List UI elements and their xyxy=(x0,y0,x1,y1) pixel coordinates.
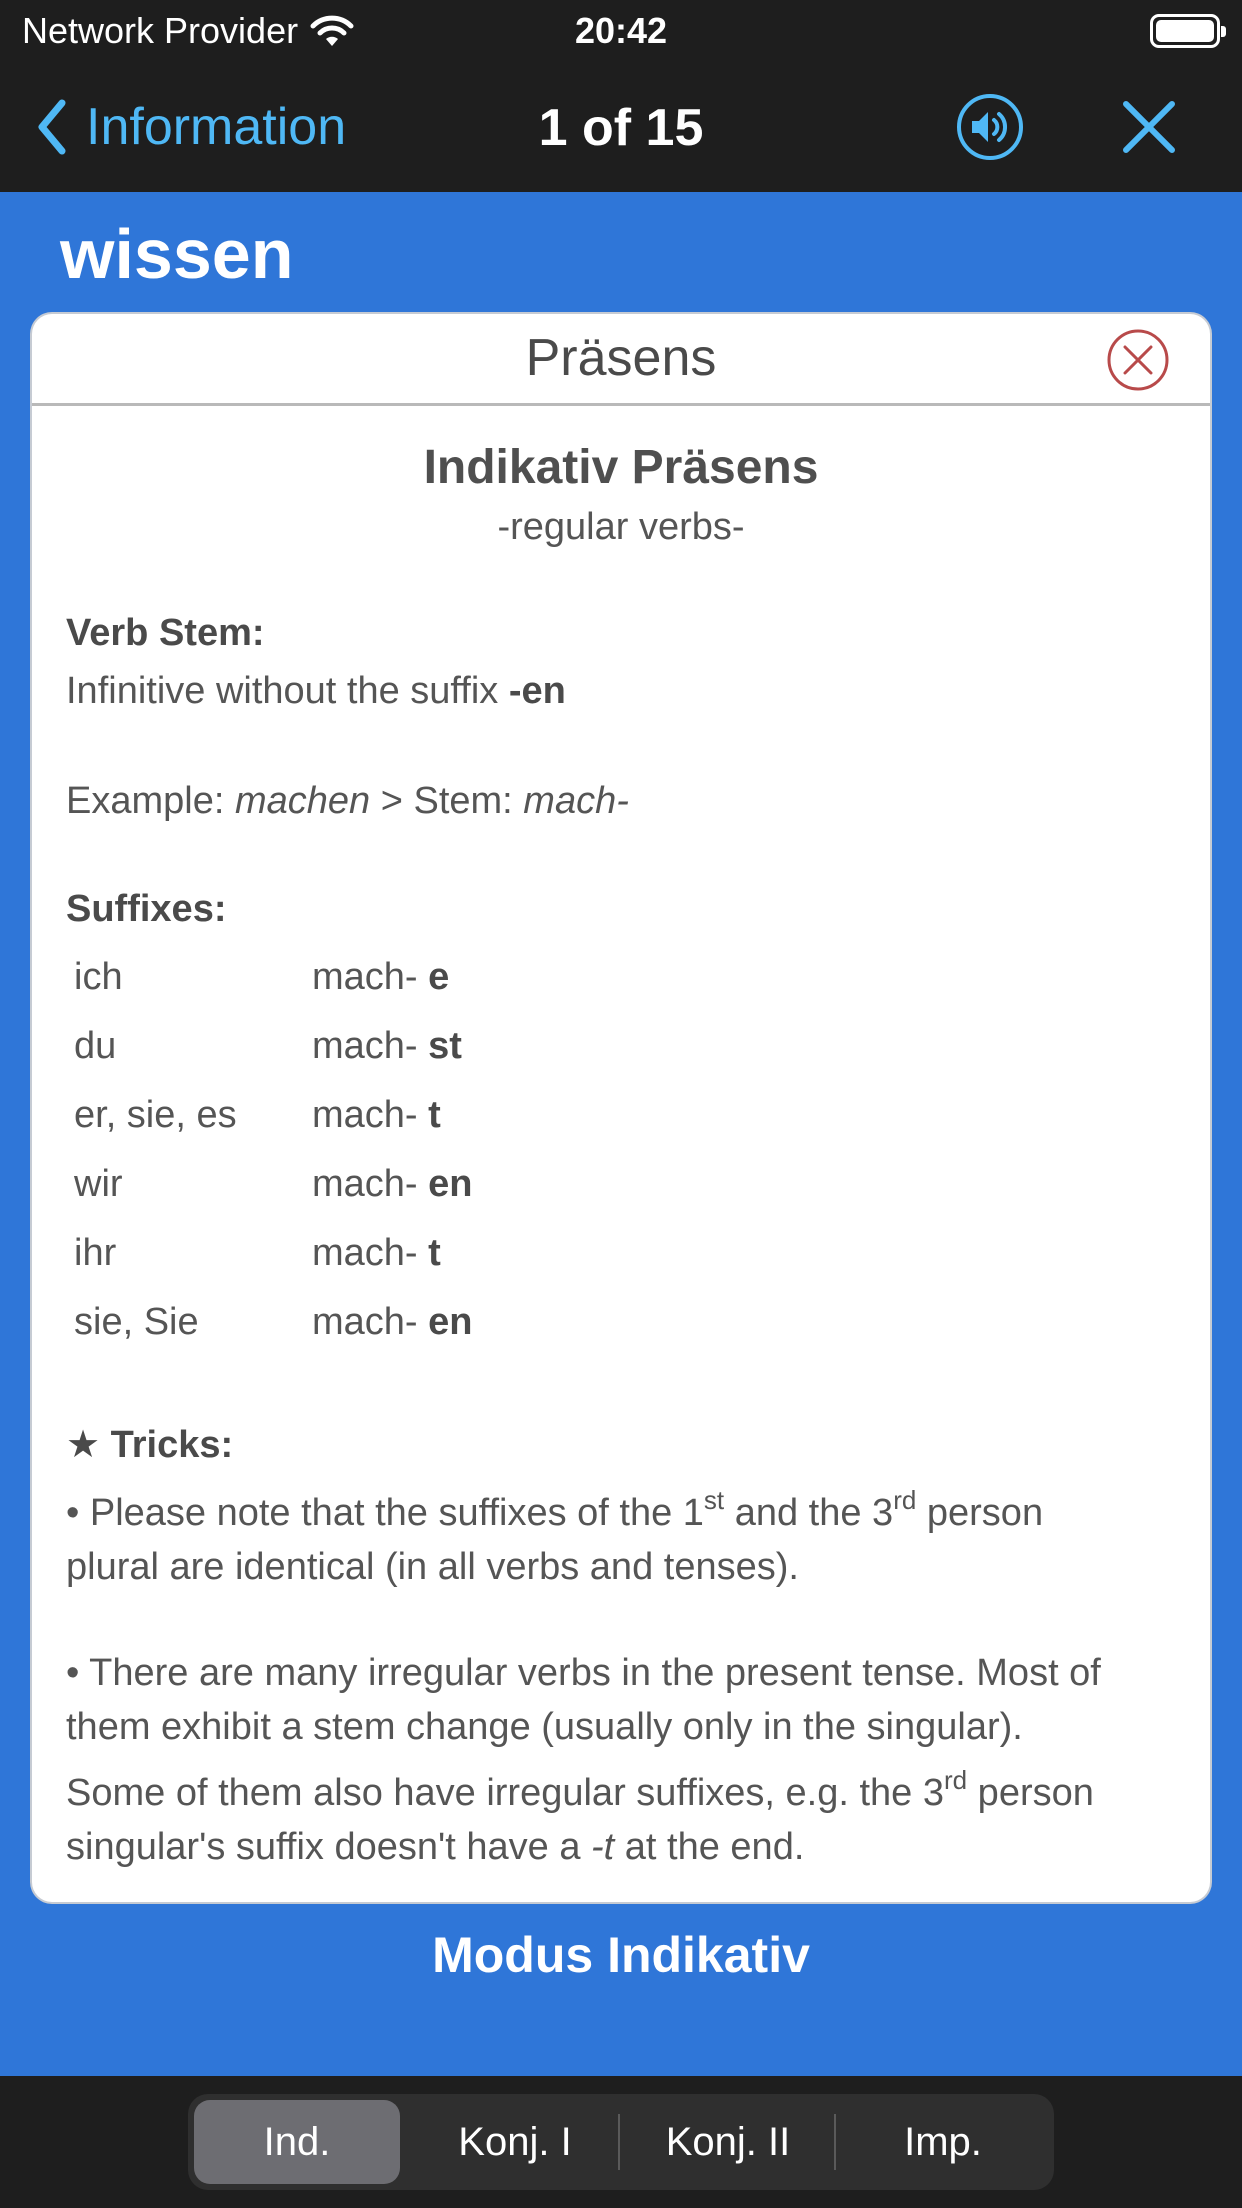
trick-2-line-3 xyxy=(66,1765,1094,1815)
trick-2-line-4 xyxy=(66,1826,804,1869)
trick-2-line-1: • There are many irregular verbs in the present tense. Most of xyxy=(66,1652,1101,1694)
back-button-label: Information xyxy=(86,98,347,156)
trick-1-part-b: and the 3 xyxy=(724,1492,894,1534)
back-button[interactable] xyxy=(34,92,346,162)
verb-form xyxy=(312,1232,441,1275)
example-infinitive: machen xyxy=(234,780,371,822)
pronoun: ich xyxy=(74,956,123,998)
status-time: 20:42 xyxy=(574,10,668,51)
trick-1-part-c: person xyxy=(916,1492,1044,1534)
verb-stem-description: Infinitive without the suffix xyxy=(66,670,509,712)
verb-form xyxy=(312,1163,473,1206)
pronoun: sie, Sie xyxy=(74,1301,199,1343)
form-stem: mach- xyxy=(312,1094,429,1136)
verb-form xyxy=(312,1025,462,1068)
verb-form xyxy=(312,1301,473,1344)
sound-button[interactable] xyxy=(956,93,1024,161)
form-suffix: en xyxy=(428,1301,473,1343)
verb-title: wissen xyxy=(60,215,294,293)
verb-form xyxy=(312,956,449,999)
tab-konjunktiv-2[interactable]: Konj. II xyxy=(665,2119,791,2164)
example-stem: mach- xyxy=(523,780,629,822)
status-bar xyxy=(0,0,1242,62)
trick-2-line-2: them exhibit a stem change (usually only in the singular). xyxy=(66,1706,1023,1748)
verb-form xyxy=(312,1094,441,1137)
form-stem: mach- xyxy=(312,1163,429,1205)
tab-konjunktiv-1[interactable]: Konj. I xyxy=(458,2119,572,2164)
trick-2-part-a: Some of them also have irregular suffixes, e.g. the 3 xyxy=(66,1772,944,1814)
battery-icon xyxy=(1150,14,1220,48)
pronoun: du xyxy=(74,1025,117,1067)
tricks-heading: ★ Tricks: xyxy=(66,1424,234,1466)
trick-2-part-d: at the end. xyxy=(614,1826,805,1868)
section-subtitle: -regular verbs- xyxy=(497,506,745,548)
example-line xyxy=(66,780,629,823)
form-suffix: e xyxy=(428,956,450,998)
trick-2-part-c: singular's suffix doesn't have a xyxy=(66,1826,592,1868)
form-suffix: en xyxy=(428,1163,473,1205)
form-stem: mach- xyxy=(312,1301,429,1343)
verb-stem-text xyxy=(66,670,566,713)
circle-close-icon xyxy=(1106,328,1170,392)
trick-1-line-1 xyxy=(66,1485,1044,1535)
tab-indikativ[interactable]: Ind. xyxy=(194,2100,400,2184)
trick-2-italic: -t xyxy=(591,1826,615,1868)
verb-stem-heading: Verb Stem: xyxy=(66,612,265,654)
trick-2-part-b: person xyxy=(967,1772,1094,1814)
close-button[interactable] xyxy=(1118,96,1180,158)
card-header xyxy=(32,314,1210,406)
page-indicator: 1 of 15 xyxy=(538,99,704,157)
form-stem: mach- xyxy=(312,956,429,998)
trick-1-part-a: • Please note that the suffixes of the 1 xyxy=(66,1492,704,1534)
speaker-icon xyxy=(956,93,1024,161)
trick-2-sup: rd xyxy=(944,1765,968,1795)
card-header-title: Präsens xyxy=(525,329,717,387)
trick-1-line-2: plural are identical (in all verbs and tenses). xyxy=(66,1546,799,1588)
form-suffix: t xyxy=(428,1232,441,1274)
form-stem: mach- xyxy=(312,1025,429,1067)
form-suffix: t xyxy=(428,1094,441,1136)
trick-1-sup-1: st xyxy=(703,1485,725,1515)
chevron-left-icon xyxy=(34,97,68,157)
carrier-label: Network Provider xyxy=(22,10,299,51)
mode-segmented-control xyxy=(188,2094,1054,2190)
pronoun: ihr xyxy=(74,1232,117,1274)
trick-1-sup-2: rd xyxy=(893,1485,917,1515)
segment-divider xyxy=(834,2114,836,2170)
section-title: Indikativ Präsens xyxy=(423,441,819,494)
example-mid: > Stem: xyxy=(370,780,524,822)
segment-divider xyxy=(618,2114,620,2170)
form-stem: mach- xyxy=(312,1232,429,1274)
tab-bar xyxy=(0,2076,1242,2208)
card-close-button[interactable] xyxy=(1106,328,1170,392)
mode-label: Modus Indikativ xyxy=(432,1927,810,1983)
pronoun: wir xyxy=(74,1163,123,1205)
pronoun: er, sie, es xyxy=(74,1094,237,1136)
close-icon xyxy=(1118,96,1180,158)
nav-bar xyxy=(0,62,1242,192)
form-suffix: st xyxy=(428,1025,462,1067)
info-card xyxy=(32,314,1210,1902)
suffixes-heading: Suffixes: xyxy=(66,888,227,930)
verb-stem-suffix: -en xyxy=(508,670,566,712)
example-label: Example: xyxy=(66,780,235,822)
tab-imperativ[interactable]: Imp. xyxy=(904,2119,982,2164)
